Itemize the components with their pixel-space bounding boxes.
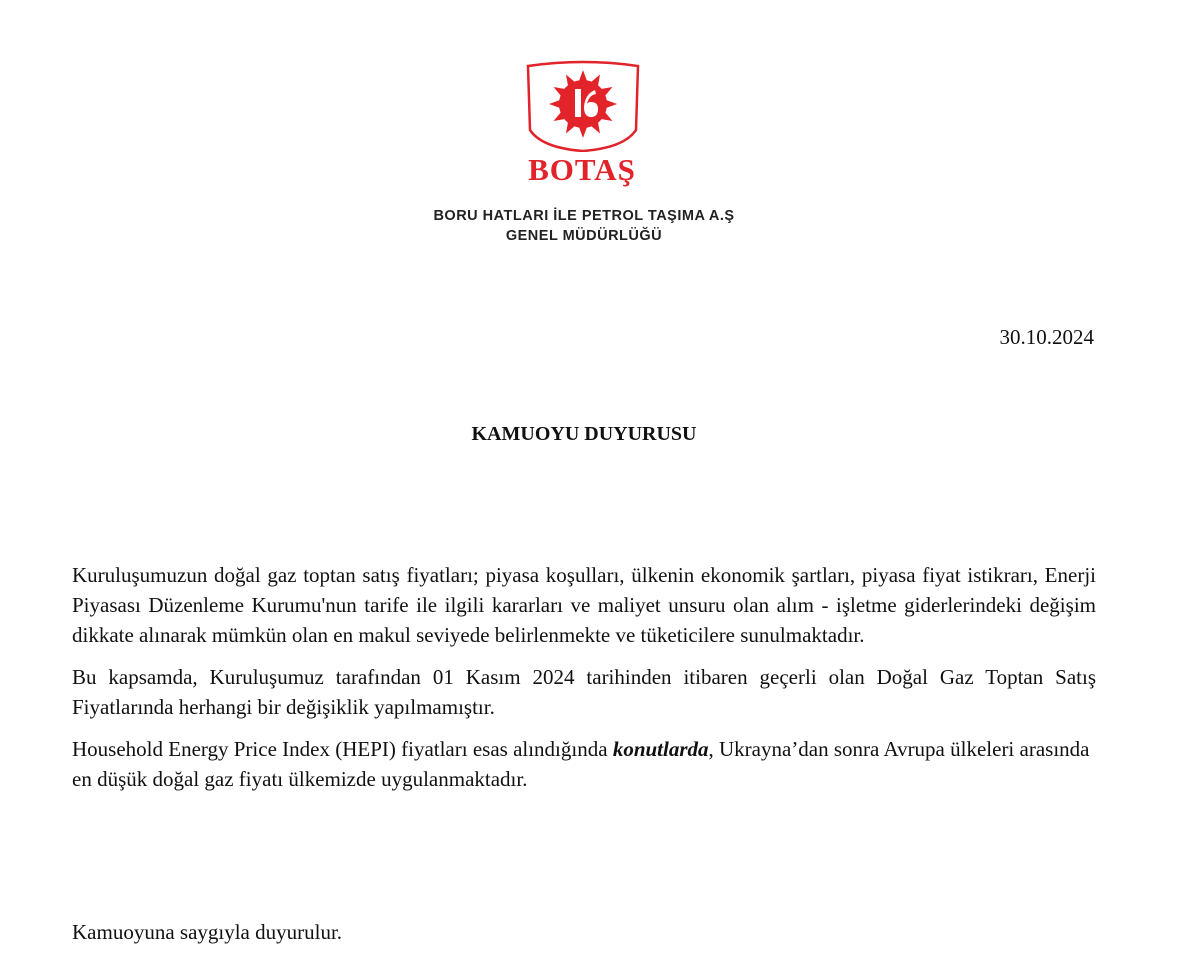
paragraph-3-start: Household Energy Price Index (HEPI) fiyatları esas alındığında: [72, 737, 613, 761]
botas-flame-logo-icon: [524, 60, 642, 152]
company-name: [0, 206, 1168, 246]
closing-line: Kamuoyuna saygıyla duyurulur.: [72, 920, 343, 944]
document-body: [72, 560, 1096, 806]
paragraph-1: Kuruluşumuzun doğal gaz toptan satış fiyatları; piyasa koşulları, ülkenin ekonomik şartları, piyasa fiyat istikrarı, Enerji Piyasası Düzenleme Kurumu'nun tarife ile ilgili kararları ve maliyet unsuru olan alım - işletme giderlerindeki değişim dikkate alınarak mümkün olan en makul seviyede belirlenmekte ve tüketicilere sunulmaktadır.: [72, 563, 1096, 647]
paragraph-3: [72, 734, 1096, 794]
document-date: 30.10.2024: [999, 325, 1094, 349]
company-line-2: GENEL MÜDÜRLÜĞÜ: [505, 228, 663, 244]
company-line-1: BORU HATLARI İLE PETROL TAŞIMA A.Ş: [433, 208, 735, 224]
paragraph-3-emphasis: konutlarda: [612, 737, 709, 761]
brand-name: BOTAŞ: [528, 152, 636, 187]
document-title: KAMUOYU DUYURUSU: [471, 423, 697, 445]
paragraph-3-end: , Ukrayna’dan sonra Avrupa ülkeleri arasında en düşük doğal gaz fiyatı ülkemizde uygulanmaktadır.: [72, 737, 1090, 791]
paragraph-2: Bu kapsamda, Kuruluşumuz tarafından 01 Kasım 2024 tarihinden itibaren geçerli olan Doğal Gaz Toptan Satış Fiyatlarında herhangi bir değişiklik yapılmamıştır.: [72, 665, 1096, 719]
